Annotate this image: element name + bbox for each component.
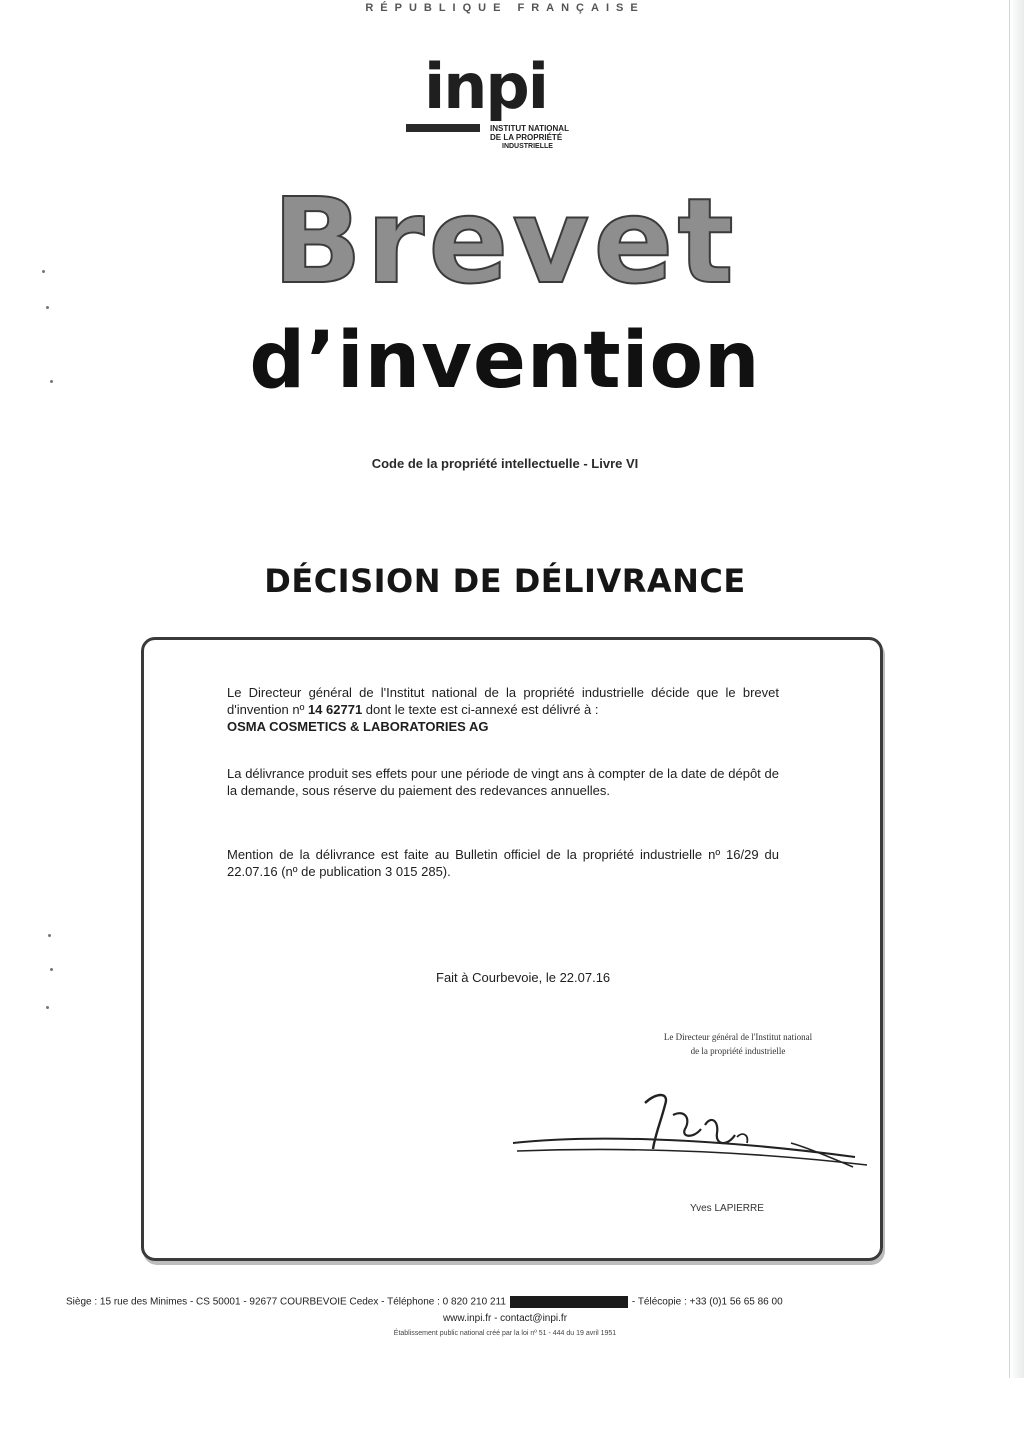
- scan-speck: [50, 380, 53, 383]
- paragraph-1-end: dont le texte est ci-annexé est délivré à :: [362, 702, 599, 717]
- page-bottom-margin: [0, 1380, 1024, 1448]
- signatory-title-line-2: de la propriété industrielle: [690, 1046, 786, 1056]
- logo-caption: [490, 124, 569, 151]
- footer-establishment: Établissement public national créé par la loi nº 51 - 444 du 19 avril 1951: [393, 1330, 617, 1337]
- footer-address-start: Siège : 15 rue des Minimes - CS 50001 - 92677 COURBEVOIE Cedex - Téléphone : 0 820 210 211: [66, 1296, 506, 1308]
- page-edge: [1009, 0, 1024, 1378]
- signatory-title-line-1: Le Directeur général de l'Institut national: [663, 1032, 813, 1042]
- scan-speck: [46, 1006, 49, 1009]
- footer-address-end: - Télécopie : +33 (0)1 56 65 86 00: [631, 1296, 783, 1308]
- scan-speck: [48, 934, 51, 937]
- redacted-block: [510, 1296, 628, 1308]
- logo-line-1: INSTITUT NATIONAL: [490, 124, 569, 133]
- logo-line-2: DE LA PROPRIÉTÉ: [490, 133, 563, 142]
- footer-address: [66, 1296, 946, 1308]
- scan-speck: [42, 270, 45, 273]
- code-reference: Code de la propriété intellectuelle - Livre VI: [371, 456, 639, 471]
- inpi-logo: [404, 50, 604, 172]
- scan-speck: [50, 968, 53, 971]
- place-and-date: Fait à Courbevoie, le 22.07.16: [436, 970, 611, 985]
- patent-number: 14 62771: [307, 702, 363, 717]
- title-invention: d’invention: [249, 316, 761, 406]
- company-name: OSMA COSMETICS & LABORATORIES AG: [227, 719, 489, 734]
- signatory-title: [648, 1030, 828, 1058]
- signatory-name: Yves LAPIERRE: [690, 1203, 764, 1214]
- paragraph-1-start: Le Directeur général de l'Institut national de la propriété industrielle décide que le brevet d'invention nº: [227, 685, 779, 717]
- decision-paragraph-3: Mention de la délivrance est faite au Bulletin officiel de la propriété industrielle nº 16/29 du 22.07.16 (nº de publication 3 015 285).: [227, 847, 779, 879]
- decision-heading: DÉCISION DE DÉLIVRANCE: [264, 562, 746, 600]
- decision-paragraph-1: [227, 684, 779, 735]
- republic-header: RÉPUBLIQUE FRANÇAISE: [365, 2, 645, 14]
- title-brevet: Brevet: [272, 172, 738, 310]
- decision-paragraph-2: La délivrance produit ses effets pour une période de vingt ans à compter de la date de dépôt de la demande, sous réserve du paiement des redevances annuelles.: [227, 766, 779, 798]
- scan-speck: [46, 306, 49, 309]
- logo-wordmark: inpi: [424, 50, 548, 123]
- footer-web: www.inpi.fr - contact@inpi.fr: [442, 1313, 568, 1324]
- logo-line-3: INDUSTRIELLE: [502, 143, 553, 150]
- logo-bar: [406, 124, 480, 132]
- handwritten-signature: [505, 1085, 875, 1185]
